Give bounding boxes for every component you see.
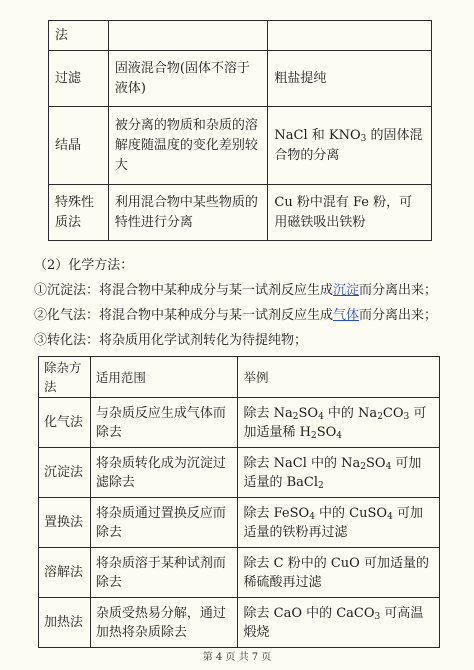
table-cell: 加热法 [39,598,91,648]
method-line-2 [34,306,437,326]
table-cell: 除去 $Na_2SO_4$ 中的 $Na_2CO_3$ 可加适量稀 $H_2SO_4$ [238,398,440,448]
column-header: 举例 [238,357,440,398]
table-cell: 将杂质溶于某种试剂而除去 [90,548,238,598]
table-cell: 过滤 [49,51,109,107]
table-row [49,185,432,241]
table-cell: 粗盐提纯 [268,51,432,107]
table-cell: 固液混合物(固体不溶于液体) [108,51,268,107]
column-header: 适用范围 [90,357,238,398]
table-cell [108,21,268,51]
table-cell: 与杂质反应生成气体而除去 [90,398,238,448]
table-cell: 沉淀法 [39,448,91,498]
table-row [39,498,440,548]
table-cell: 溶解法 [39,548,91,598]
table-cell: 除去 FeSO$_4$ 中的 CuSO$_4$ 可加适量的铁粉再过滤 [238,498,440,548]
column-header: 除杂方法 [39,357,91,398]
table-header-row [39,357,440,398]
table-cell: 化气法 [39,398,91,448]
table-cell: 除去 NaCl 中的 $Na_2SO_4$ 可加适量的 BaCl$_2$ [238,448,440,498]
line-text: ②化气法：将混合物中某种成分与某一试剂反应生成 [34,308,334,323]
table-cell: 将杂质通过置换反应而除去 [90,498,238,548]
table-cell [268,21,432,51]
table-row [49,107,432,185]
table-row [39,398,440,448]
table-cell: 利用混合物中某些物质的特性进行分离 [108,185,268,241]
table-cell [268,107,432,185]
line-text: 而分离出来； [359,283,438,298]
table-cell: 被分离的物质和杂质的溶解度随温度的变化差别较大 [108,107,268,185]
table-row [39,598,440,648]
page-footer: 第 4 页 共 7 页 [202,652,272,663]
table-cell: Cu 粉中混有 Fe 粉，可用磁铁吸出铁粉 [268,185,432,241]
section-heading: （2）化学方法： [34,258,134,273]
highlight-link[interactable]: 沉淀 [333,283,360,298]
table-row [49,21,432,51]
table-cell: 将杂质转化成为沉淀过滤除去 [90,448,238,498]
line-text: ①沉淀法：将混合物中某种成分与某一试剂反应生成 [34,283,334,298]
table-cell: 杂质受热易分解，通过加热将杂质除去 [90,598,238,648]
table-cell: 法 [49,21,109,51]
line-text: 而分离出来； [359,308,438,323]
table-row [39,448,440,498]
table-cell: 结晶 [49,107,109,185]
table-cell: 特殊性质法 [49,185,109,241]
cell-text: 的固体混合物的分离 [274,127,423,163]
table-cell: 除去 C 粉中的 CuO 可加适量的稀硫酸再过滤 [238,548,440,598]
table-cell: 置换法 [39,498,91,548]
impurity-removal-table [38,356,440,648]
separation-methods-table [48,20,432,241]
highlight-link[interactable]: 气体 [333,308,360,323]
table-cell: 除去 CaO 中的 CaCO$_3$ 可高温煅烧 [238,598,440,648]
table-row [49,51,432,107]
method-line-3: ③转化法：将杂质用化学试剂转化为待提纯物； [34,333,308,348]
method-line-1 [34,281,437,301]
cell-text: NaCl 和 KNO [274,127,361,143]
subscript: 3 [360,133,367,144]
table-row [39,548,440,598]
